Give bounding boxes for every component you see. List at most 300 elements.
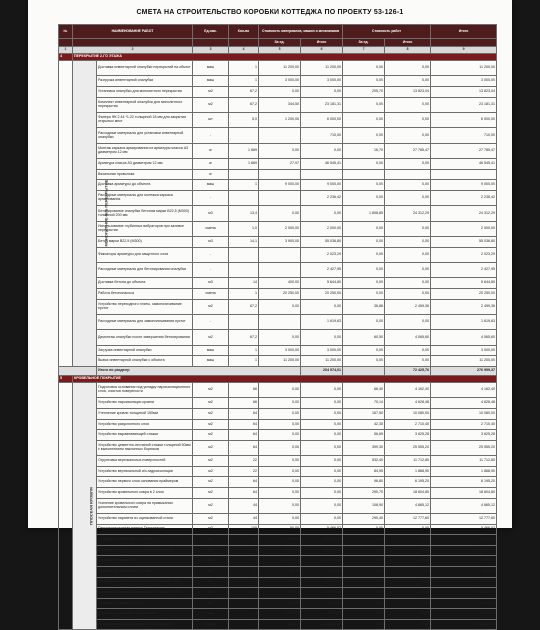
t-cell: 3 500,00 (431, 609, 497, 620)
table-row (59, 545, 497, 556)
work-name-cell: Утепление кровли толщиной 150мм (97, 409, 193, 420)
wp-cell: 0,00 (343, 356, 385, 367)
header-material-total: Итого (301, 39, 343, 47)
work-name-cell: Загрузка инвентарной опалубки (97, 345, 193, 356)
wp-cell: 0,00 (343, 128, 385, 143)
table-row (59, 356, 497, 367)
work-name-cell: Фанера ФК 2.44 *1.22 толщиной 18 мм для закрытия открытых мест (97, 112, 193, 127)
qty-cell: 67,2 (229, 86, 259, 97)
mt-cell: 0,00 (301, 299, 343, 314)
t-cell: 11 200,00 (431, 356, 497, 367)
unit-cell: - (193, 247, 229, 262)
work-name-cell: Устройство парапета из оцинкованной стали (97, 513, 193, 524)
unit-cell: м2 (193, 383, 229, 398)
wp-cell: 0,00 (343, 112, 385, 127)
mt-cell: 46 545,41 (301, 159, 343, 170)
wp-cell: 0,00 (343, 61, 385, 76)
wt-cell: 2 459,36 (385, 299, 431, 314)
mp-cell: 400,00 (259, 278, 301, 289)
t-cell: 7 000,00 (431, 556, 497, 567)
header-material-per-unit: За ед. (259, 39, 301, 47)
t-cell: 15 540,00 (431, 619, 497, 630)
work-name-cell: Устройство первого слоя основания праймером (97, 477, 193, 488)
t-cell (431, 169, 497, 180)
unit-cell: м2 (193, 86, 229, 97)
unit-cell: м2 (193, 299, 229, 314)
unit-cell: м3 (193, 535, 229, 546)
t-cell: 6 000,00 (431, 112, 497, 127)
table-row (59, 169, 497, 180)
work-name-cell: Работа бетононасоса (97, 289, 193, 300)
mt-cell: 0,00 (301, 456, 343, 467)
mp-cell: 0,00 (259, 430, 301, 441)
mp-cell: 0,00 (259, 383, 301, 398)
t-cell: 4 665,12 (431, 498, 497, 513)
qty-cell: 1,0 (229, 221, 259, 236)
qty-cell (229, 263, 259, 278)
wt-cell: 0,00 (385, 609, 431, 620)
qty-cell: 64 (229, 477, 259, 488)
mt-cell: 15 540,00 (301, 619, 343, 630)
unit-cell: кг (193, 169, 229, 180)
qty-cell: 67,2 (229, 330, 259, 345)
unit-cell: шт (193, 598, 229, 609)
mt-cell: 1 925,00 (301, 566, 343, 577)
mt-cell: 0,00 (301, 487, 343, 498)
table-header (59, 25, 497, 54)
work-name-cell: Устройство цементно-песчаной стяжки толщиной 50мм с выполнением наклонных бортиков (97, 440, 193, 455)
section-title: ПЕРЕКРЫТИЕ 2-ГО ЭТАЖА (73, 54, 497, 61)
wp-cell: 60,50 (343, 330, 385, 345)
qty-cell (229, 169, 259, 180)
mt-cell: 2 000,00 (301, 221, 343, 236)
wp-cell: 290,40 (343, 513, 385, 524)
unit-cell: м2 (193, 398, 229, 409)
table-row (59, 409, 497, 420)
wp-cell: 16,70 (343, 143, 385, 158)
work-name-cell: Пароизоляционная пленка Технониколь (97, 524, 193, 535)
work-name-cell: Расходные материалы для монтажа каркаса армирования (97, 190, 193, 205)
section-header-row (59, 376, 497, 383)
total-blank-cell (59, 367, 97, 376)
table-row (59, 345, 497, 356)
mp-cell (259, 247, 301, 262)
work-name-cell: Универсальная сухая смесь М-150 "Этална" (97, 619, 193, 630)
qty-cell: 5,0 (229, 112, 259, 127)
wp-cell: 84,95 (343, 466, 385, 477)
qty-cell: 1 (229, 556, 259, 567)
unit-cell: кг (193, 159, 229, 170)
mt-cell: 0,00 (301, 513, 343, 524)
unit-cell: шт (193, 112, 229, 127)
table-row (59, 477, 497, 488)
wt-cell: 0,00 (385, 278, 431, 289)
section-title: КРОВЕЛЬНОЕ ПОКРЫТИЕ (73, 376, 497, 383)
unit-cell: м2 (193, 456, 229, 467)
t-cell: 61 825,63 (431, 535, 497, 546)
wp-cell: 0,00 (343, 619, 385, 630)
table-row (59, 524, 497, 535)
section-header-row (59, 54, 497, 61)
mp-cell (259, 315, 301, 330)
mt-cell: 0,00 (301, 330, 343, 345)
wt-cell: 13 823,04 (385, 86, 431, 97)
table-row (59, 128, 497, 143)
unit-cell: м2 (193, 330, 229, 345)
work-name-cell: Бетон марки В22,5 (М300) (97, 237, 193, 248)
t-cell: 11 200,00 (431, 61, 497, 76)
t-cell: 1 925,00 (431, 566, 497, 577)
wt-cell: 0,00 (385, 535, 431, 546)
work-name-cell: Монтаж каркаса армирования из арматуры класса А3 диаметром 12 мм (97, 143, 193, 158)
unit-cell: - (193, 315, 229, 330)
work-name-cell: Устройство вертикальной и/з-гидроизоляции (97, 466, 193, 477)
mt-cell: 2 236,42 (301, 190, 343, 205)
work-name-cell: Устройство кровельного ковра в 2 слоя (97, 487, 193, 498)
mt-cell: 6 000,00 (301, 112, 343, 127)
mp-cell: 260,00 (259, 577, 301, 588)
mp-cell: 7 000,00 (259, 556, 301, 567)
header-name: НАИМЕНОВАНИЕ РАБОТ (73, 25, 193, 39)
mp-cell: 2 000,00 (259, 221, 301, 236)
table-row (59, 556, 497, 567)
wp-cell: 0,00 (343, 221, 385, 236)
unit-cell: м2 (193, 577, 229, 588)
wp-cell: 0,00 (343, 524, 385, 535)
unit-cell: кг (193, 143, 229, 158)
work-name-cell: Доставка арматуры до объекта (97, 180, 193, 191)
table-row (59, 190, 497, 205)
mt-cell: 0,00 (301, 466, 343, 477)
t-cell: 20 250,00 (431, 289, 497, 300)
wt-cell: 0,00 (385, 556, 431, 567)
wt-cell: 6 195,20 (385, 477, 431, 488)
wt-cell: 0,00 (385, 112, 431, 127)
work-name-cell: Устройство пароизоляции кровли (97, 398, 193, 409)
mt-cell: 2 420,00 (301, 598, 343, 609)
qty-cell: 14,1 (229, 237, 259, 248)
work-name-cell: Доставка бетона до объекта (97, 278, 193, 289)
t-cell: 710,00 (431, 128, 497, 143)
table-row (59, 456, 497, 467)
mt-cell: 61 825,63 (301, 535, 343, 546)
total-label: Итого по разделу: (97, 367, 301, 376)
wp-cell: 0,00 (343, 76, 385, 87)
mp-cell: 50,00 (259, 524, 301, 535)
mt-cell: 1 619,63 (301, 315, 343, 330)
mt-cell: 0,00 (301, 409, 343, 420)
wt-cell: 12 777,60 (385, 513, 431, 524)
work-name-cell: Битумно-полимерный материал Техноэласт ЭКП (97, 577, 193, 588)
wp-cell: 532,40 (343, 456, 385, 467)
table-row (59, 577, 497, 588)
t-cell: 23 181,31 (431, 97, 497, 112)
header-num: № (59, 25, 73, 39)
mt-cell: 0,00 (301, 398, 343, 409)
mp-cell: 5 685,00 (259, 545, 301, 556)
qty-cell: 1 669 (229, 143, 259, 158)
section-number: 5 (59, 376, 73, 383)
wt-cell: 0,00 (385, 76, 431, 87)
qty-cell: 14 (229, 278, 259, 289)
wp-cell: 0,00 (343, 315, 385, 330)
qty-cell: 22 (229, 466, 259, 477)
unit-cell: м2 (193, 430, 229, 441)
mt-cell: 20 281,12 (301, 545, 343, 556)
unit-cell: маш (193, 556, 229, 567)
table-row (59, 299, 497, 314)
total-blank-cell (343, 367, 385, 376)
table-row (59, 609, 497, 620)
unit-cell: мешок (193, 619, 229, 630)
wp-cell: 0,00 (343, 566, 385, 577)
unit-cell: маш (193, 76, 229, 87)
wt-cell: 0,00 (385, 524, 431, 535)
table-row (59, 513, 497, 524)
t-cell: 27 785,47 (431, 143, 497, 158)
unit-cell: м2 (193, 487, 229, 498)
table-row (59, 440, 497, 455)
wt-cell: 0,00 (385, 237, 431, 248)
work-name-cell: Устройство разуклонного слоя (97, 419, 193, 430)
table-row (59, 487, 497, 498)
wt-cell: 0,00 (385, 315, 431, 330)
t-cell: 13 823,04 (431, 86, 497, 97)
work-name-cell: Фиксаторы арматуры для защитного слоя (97, 247, 193, 262)
wt-cell: 0,00 (385, 61, 431, 76)
t-cell: 2 420,00 (431, 598, 497, 609)
unit-cell: маш (193, 61, 229, 76)
table-row (59, 289, 497, 300)
t-cell: 3 000,00 (431, 345, 497, 356)
wp-cell: 0,00 (343, 535, 385, 546)
mp-cell: 27,97 (259, 159, 301, 170)
mt-cell: 3 000,00 (301, 76, 343, 87)
t-cell: 46 545,41 (431, 159, 497, 170)
t-cell: 12 777,60 (431, 513, 497, 524)
qty-cell: 77 (229, 588, 259, 599)
t-cell: 25 555,20 (431, 440, 497, 455)
mt-cell: 0,00 (301, 498, 343, 513)
table-row (59, 76, 497, 87)
mp-cell: 0,00 (259, 498, 301, 513)
qty-cell: 2 (229, 598, 259, 609)
mp-cell (259, 263, 301, 278)
qty-cell: 64 (229, 430, 259, 441)
mp-cell: 9 000,00 (259, 180, 301, 191)
header-grand-total: Итого (431, 25, 497, 39)
wt-cell: 0,00 (385, 356, 431, 367)
unit-cell: м3 (193, 278, 229, 289)
unit-cell: маш (193, 180, 229, 191)
t-cell: 2 459,36 (431, 299, 497, 314)
section-side-label-text: МОНОЛИТНОЕ Ж/Б ПЕРЕКРЫТИЕ (103, 179, 109, 247)
work-name-cell: Огрунтовка вертикальных поверхностей (97, 456, 193, 467)
mp-cell (259, 169, 301, 180)
qty-cell: 66 (229, 383, 259, 398)
unit-cell: м2 (193, 419, 229, 430)
work-name-cell: Расходные материалы для бетонирования опалубки (97, 263, 193, 278)
unit-cell: м2 (193, 97, 229, 112)
work-name-cell: Усиление кровельного ковра на примыкании дополнительным слоем (97, 498, 193, 513)
header-material-cost: Стоимость материалов, машин и механизмов (259, 25, 343, 39)
mp-cell: 0,00 (259, 487, 301, 498)
work-name-cell: Демонтаж опалубки после завершения бетонирования (97, 330, 193, 345)
work-name-cell: Устройство выравнивающей стяжки (97, 430, 193, 441)
wt-cell: 0,00 (385, 598, 431, 609)
t-cell: 1 868,90 (431, 466, 497, 477)
qty-cell (229, 128, 259, 143)
mt-cell: 0,00 (301, 477, 343, 488)
unit-cell: м2 (193, 440, 229, 455)
wp-cell: 0,00 (343, 609, 385, 620)
unit-cell: смена (193, 221, 229, 236)
mp-cell: 25,00 (259, 566, 301, 577)
qty-cell: 44 (229, 498, 259, 513)
wp-cell: 0,00 (343, 97, 385, 112)
table-row (59, 430, 497, 441)
wt-cell: 4 065,60 (385, 330, 431, 345)
mt-cell: 3 500,00 (301, 609, 343, 620)
wp-cell: 205,70 (343, 86, 385, 97)
wt-cell: 0,00 (385, 588, 431, 599)
unit-cell: маш (193, 609, 229, 620)
t-cell: 17 027,52 (431, 577, 497, 588)
wp-cell: 66,40 (343, 383, 385, 398)
mp-cell: 0,00 (259, 419, 301, 430)
wp-cell: 0,00 (343, 180, 385, 191)
mp-cell (259, 190, 301, 205)
work-name-cell: Доставка кровельных материалов (97, 609, 193, 620)
wt-cell: 0,00 (385, 190, 431, 205)
t-cell: 10 080,00 (431, 409, 497, 420)
work-name-cell: Расходные материалы для установки инвентарной опалубки (97, 128, 193, 143)
t-cell: 2 236,42 (431, 190, 497, 205)
t-cell: 1 619,63 (431, 315, 497, 330)
qty-cell: 1 (229, 609, 259, 620)
table-row (59, 398, 497, 409)
mp-cell: 11 200,00 (259, 61, 301, 76)
work-name-cell: Доставка инвентарной опалубки перекрытий на объект (97, 61, 193, 76)
table-row (59, 588, 497, 599)
qty-cell (229, 315, 259, 330)
t-cell: 5 644,80 (431, 278, 497, 289)
mp-cell: 0,00 (259, 398, 301, 409)
qty-cell: 1 (229, 61, 259, 76)
work-name-cell: Установка опалубки для монолитного перекрытия (97, 86, 193, 97)
wt-cell: 0,00 (385, 545, 431, 556)
work-name-cell: Использование глубинных вибраторов при заливке перекрытия (97, 221, 193, 236)
wt-cell: 4 162,40 (385, 383, 431, 398)
table-row (59, 598, 497, 609)
document-title: СМЕТА НА СТРОИТЕЛЬСТВО КОРОБКИ КОТТЕДЖА ПО ПРОЕКТУ 53-126-1 (136, 9, 404, 16)
wt-cell: 0,00 (385, 97, 431, 112)
work-name-cell: Устройство переходного плиты, замоноличивание пустот (97, 299, 193, 314)
unit-cell: м2 (193, 513, 229, 524)
unit-cell: м2 (193, 588, 229, 599)
wt-cell: 0,00 (385, 289, 431, 300)
qty-cell: 22 (229, 456, 259, 467)
work-name-cell: Добавка ТехноРуф для уклонных элементов (97, 545, 193, 556)
qty-cell: 66 (229, 398, 259, 409)
wp-cell: 36,88 (343, 299, 385, 314)
t-cell: 20 281,12 (431, 545, 497, 556)
work-name-cell: Комплект инвентарной опалубки для монолитного перекрытия (97, 97, 193, 112)
wt-cell: 0,00 (385, 566, 431, 577)
work-name-cell: Подготовка основания под укладку пароизоляционного слоя, очистка поверхности (97, 383, 193, 398)
unit-cell: смена (193, 289, 229, 300)
mt-cell: 55 036,80 (301, 237, 343, 248)
wp-cell: 167,50 (343, 409, 385, 420)
qty-cell: 67,2 (229, 299, 259, 314)
table-row (59, 330, 497, 345)
wt-cell: 0,00 (385, 263, 431, 278)
table-row (59, 566, 497, 577)
qty-cell: 4 (229, 545, 259, 556)
mp-cell: 0,00 (259, 440, 301, 455)
t-cell: 2 000,00 (431, 221, 497, 236)
total-grand: 276 999,37 (431, 367, 497, 376)
mt-cell: 17 027,52 (301, 577, 343, 588)
section-side-label (73, 383, 97, 630)
table-row (59, 143, 497, 158)
wt-cell: 4 628,48 (385, 398, 431, 409)
work-name-cell: Битумно-полимерный материал Техноэласт ЭПП (97, 588, 193, 599)
mp-cell: 0,00 (259, 330, 301, 345)
mp-cell: 210,00 (259, 619, 301, 630)
qty-cell (229, 247, 259, 262)
wp-cell: 70,14 (343, 398, 385, 409)
unit-cell: м3 (193, 545, 229, 556)
table-row (59, 180, 497, 191)
qty-cell: 105 (229, 524, 259, 535)
wp-cell: 0,00 (343, 278, 385, 289)
mt-cell: 7 000,00 (301, 556, 343, 567)
total-material: 204 974,01 (301, 367, 343, 376)
qty-cell: 77 (229, 566, 259, 577)
mp-cell: 4 665,00 (259, 535, 301, 546)
t-cell: 2 710,40 (431, 419, 497, 430)
unit-cell: м3 (193, 206, 229, 221)
estimate-table (58, 24, 497, 630)
qty-cell: 1 (229, 356, 259, 367)
t-cell: 3 000,00 (431, 76, 497, 87)
wp-cell: 0,00 (343, 247, 385, 262)
t-cell: 9 000,00 (431, 180, 497, 191)
mt-cell: 0,00 (301, 430, 343, 441)
mt-cell: 23 181,31 (301, 97, 343, 112)
work-name-cell: Арматура класса А3 диаметром 12 мм (97, 159, 193, 170)
t-cell: 4 162,40 (431, 383, 497, 398)
qty-cell: 64 (229, 440, 259, 455)
wp-cell: 0,00 (343, 190, 385, 205)
qty-cell (229, 190, 259, 205)
wp-cell: 96,80 (343, 477, 385, 488)
mp-cell: 0,00 (259, 477, 301, 488)
wt-cell: 0,00 (385, 247, 431, 262)
work-name-cell: Вывоз инвентарной опалубки с объекта (97, 356, 193, 367)
table-row (59, 237, 497, 248)
mp-cell: 0,00 (259, 206, 301, 221)
wp-cell: 0,00 (343, 263, 385, 278)
wp-cell: 0,00 (343, 598, 385, 609)
mt-cell: 9 000,00 (301, 180, 343, 191)
wp-cell: 1 808,85 (343, 206, 385, 221)
work-name-cell: Доставка утеплителя (97, 556, 193, 567)
unit-cell: м2 (193, 466, 229, 477)
wt-cell: 0,00 (385, 577, 431, 588)
mp-cell: 0,00 (259, 299, 301, 314)
